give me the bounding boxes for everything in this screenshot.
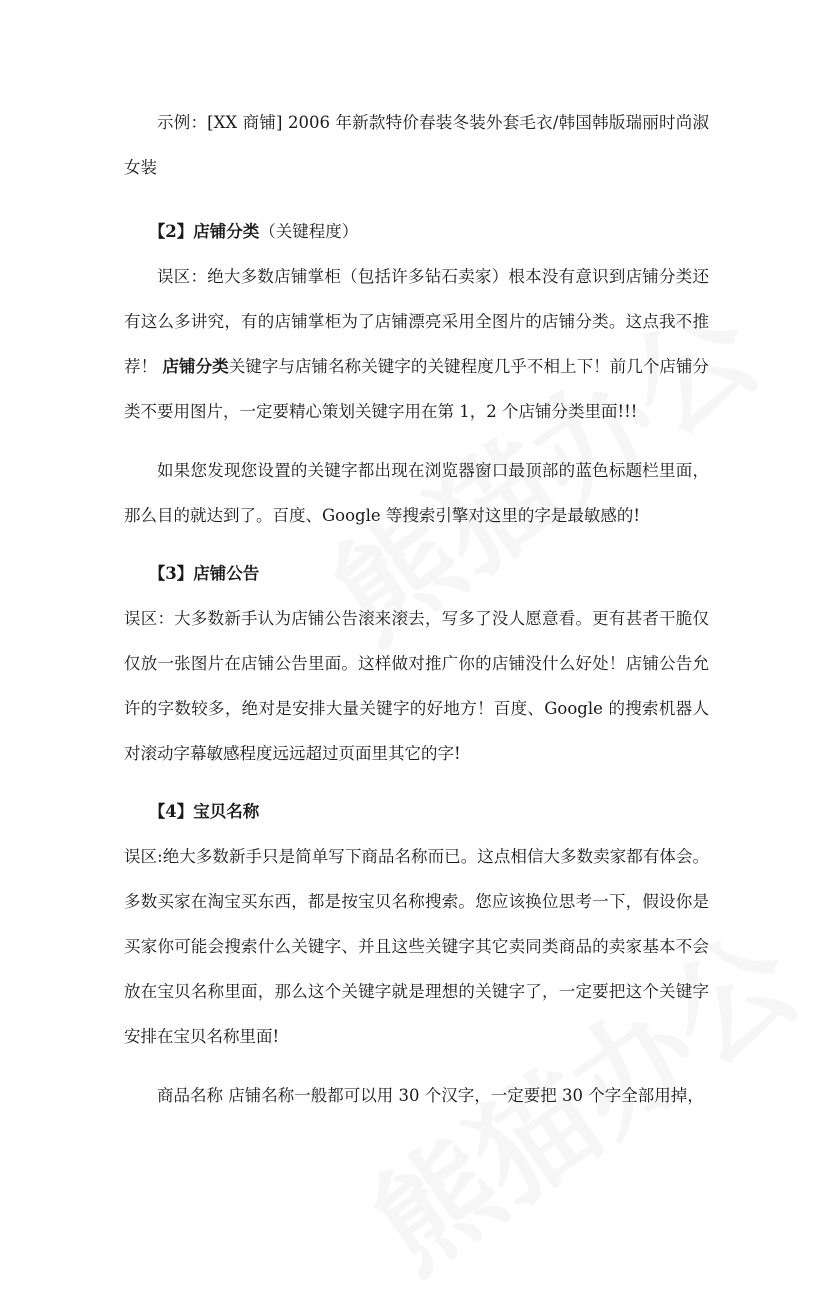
bold-term: 店铺分类 (162, 357, 229, 376)
heading-subtitle: （关键程度） (259, 222, 359, 241)
section-heading-shop-notice: 【3】店铺公告 (148, 564, 260, 583)
example-paragraph: 示例：[XX 商铺] 2006 年新款特价春装冬装外套毛衣/韩国韩版瑞丽时尚淑女装 (124, 113, 709, 177)
heading-text: 【2】店铺分类 (148, 222, 260, 241)
paragraph: 误区：大多数新手认为店铺公告滚来滚去，写多了没人愿意看。更有甚者干脆仅仅放一张图片在店铺公告里面。这样做对推广你的店铺没什么好处！店铺公告允许的字数较多，绝对是安排大量关键字的好地方！百度、Google 的搜索机器人对滚动字幕敏感程度远远超过页面里其它的字! (124, 609, 709, 763)
paragraph: 商品名称 店铺名称一般都可以用 30 个汉字，一定要把 30 个字全部用掉， (157, 1086, 704, 1105)
paragraph-text: 关键字与店铺名称关键字的关键程度几乎不相上下！前几个店铺分类不要用图片，一定要精心策划关键字用在第 1，2 个店铺分类里面!!! (124, 357, 710, 421)
section-heading-shop-category (124, 210, 709, 254)
paragraph (124, 254, 709, 434)
paragraph-text: 误区：绝大多数店铺掌柜（包括许多钻石卖家）根本没有意识到店铺分类还有这么多讲究，有的店铺掌柜为了店铺漂亮采用全图片的店铺分类。这点我不推荐！ (124, 267, 709, 376)
section-heading-item-name: 【4】宝贝名称 (148, 802, 260, 821)
paragraph: 如果您发现您设置的关键字都出现在浏览器窗口最顶部的蓝色标题栏里面，那么目的就达到了。百度、Google 等搜索引擎对这里的字是最敏感的! (124, 461, 709, 525)
paragraph: 误区:绝大多数新手只是简单写下商品名称而已。这点相信大多数卖家都有体会。多数买家在淘宝买东西，都是按宝贝名称搜索。您应该换位思考一下，假设你是买家你可能会搜索什么关键字、并且这些关键字其它卖同类商品的卖家基本不会放在宝贝名称里面，那么这个关键字就是理想的关键字了，一定要把这个关键字安排在宝贝名称里面! (124, 847, 709, 1046)
document-body (124, 100, 709, 1118)
